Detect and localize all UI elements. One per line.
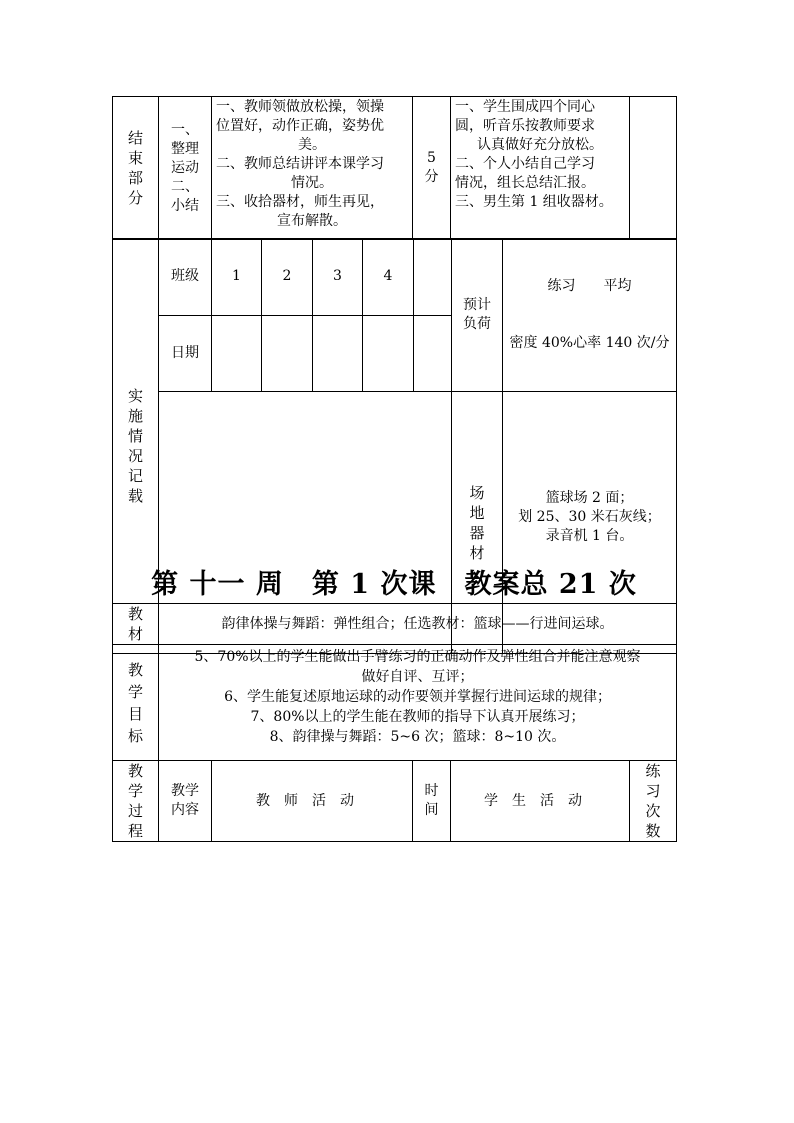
end-student-activity: 一、学生围成四个同心 圆，听音乐按教师要求 认真做好充分放松。 二、个人小结自己学习 情况，组长总结汇报。 三、男生第 1 组收器材。	[451, 97, 630, 240]
time-header: 时 间	[413, 761, 451, 842]
end-section-label: 结束部分	[113, 97, 159, 240]
material-label: 教材	[113, 604, 159, 645]
end-time: 5 分	[413, 97, 451, 240]
class-label: 班级	[159, 239, 212, 316]
process-label: 教学过程	[113, 761, 159, 842]
date-cell	[363, 315, 414, 392]
load-value: 练习 平均 密度 40%心率 140 次/分	[503, 239, 677, 392]
venue-value: 篮球场 2 面； 划 25、30 米石灰线； 录音机 1 台。	[503, 392, 677, 654]
content-header: 教学 内容	[159, 761, 212, 842]
lesson-heading: 第 十一 周 第 1 次课 教案总 21 次	[151, 569, 637, 600]
class-number: 1	[212, 239, 262, 316]
date-cell	[212, 315, 262, 392]
end-teacher-activity: 一、教师领做放松操，领操 位置好，动作正确，姿势优 美。 二、教师总结讲评本课学习 情况。 三、收拾器材，师生再见， 宣布解散。	[212, 97, 413, 240]
student-activity-header: 学生活动	[451, 761, 630, 842]
practice-count-header: 练习次数	[630, 761, 677, 842]
date-cell	[313, 315, 363, 392]
date-cell	[414, 315, 452, 392]
end-content-cell: 一、 整理 运动 二、 小结	[159, 97, 212, 240]
goal-text: 5、70%以上的学生能做出手臂练习的正确动作及弹性组合并能注意观察 做好自评、互评； 6、学生能复述原地运球的动作要领并掌握行进间运球的规律； 7、80%以上的学生能在教师的指导下认真开展练习； 8、韵律操与舞蹈：5~6 次；篮球：8~10 次。	[159, 645, 677, 761]
goal-label: 教学目标	[113, 645, 159, 761]
class-number: 2	[262, 239, 313, 316]
record-section-label: 实施情况记载	[113, 239, 159, 654]
venue-label: 场地器材	[452, 392, 503, 654]
end-practice-count	[630, 97, 677, 240]
class-number: 4	[363, 239, 414, 316]
load-label: 预计 负荷	[452, 239, 503, 392]
date-label: 日期	[159, 315, 212, 392]
class-extra	[414, 239, 452, 316]
lesson-table-plan	[112, 603, 677, 842]
date-cell	[262, 315, 313, 392]
class-number: 3	[313, 239, 363, 316]
lesson-table-end	[112, 96, 677, 240]
material-text: 韵律体操与舞蹈：弹性组合；任选教材：篮球——行进间运球。	[159, 604, 677, 645]
teacher-activity-header: 教师活动	[212, 761, 413, 842]
